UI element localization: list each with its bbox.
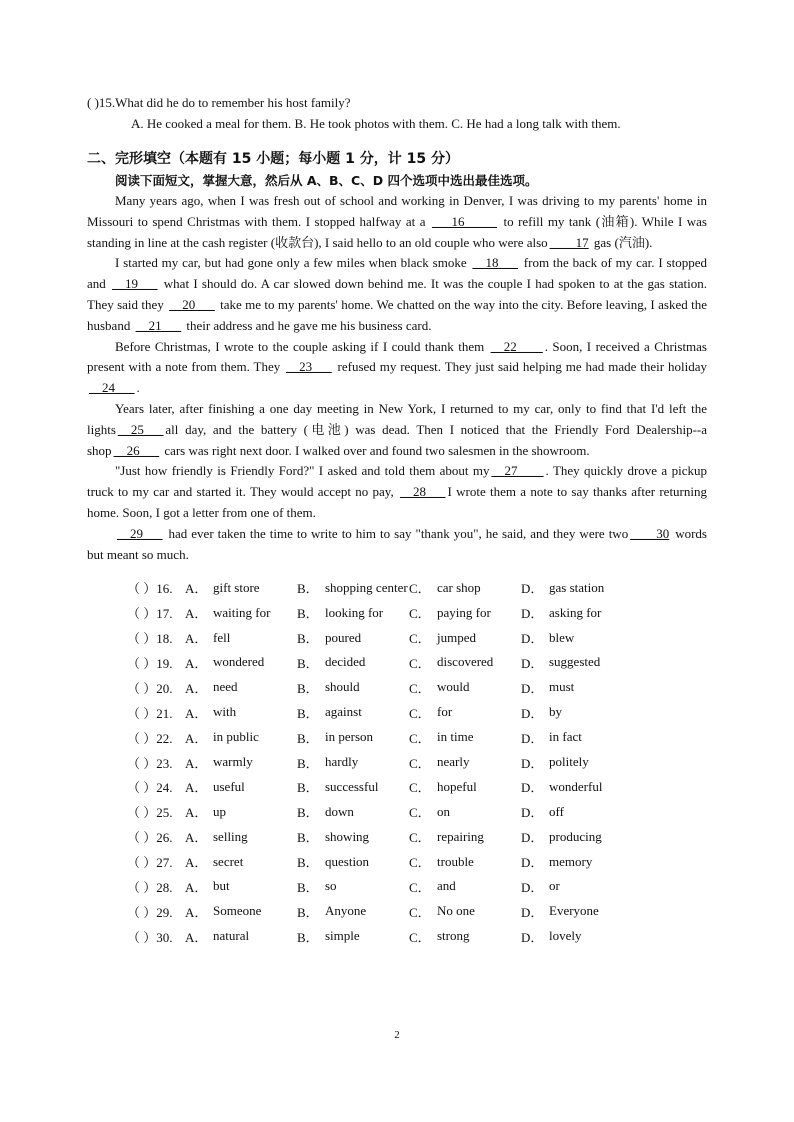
blank-28: __28___ bbox=[400, 484, 446, 500]
option-a-text[interactable]: waiting for bbox=[213, 604, 271, 620]
option-letter-a: A． bbox=[185, 655, 208, 671]
option-b-text[interactable]: down bbox=[325, 803, 354, 819]
option-letter-d: D． bbox=[521, 879, 544, 895]
option-letter-d: D． bbox=[521, 904, 544, 920]
section-instruction: 阅读下面短文，掌握大意，然后从 A、B、C、D 四个选项中选出最佳选项。 bbox=[115, 173, 538, 188]
blank-26: __26___ bbox=[113, 442, 160, 458]
option-letter-d: D． bbox=[521, 631, 544, 647]
question-number: （ ）17. bbox=[127, 606, 173, 622]
option-letter-a: A． bbox=[185, 780, 208, 796]
question-number: （ ）20. bbox=[127, 680, 173, 696]
blank-20: __20___ bbox=[169, 296, 215, 312]
option-d-text[interactable]: in fact bbox=[549, 729, 582, 745]
passage-text: . Soon, I received a Christmas present with a note from them. They bbox=[87, 338, 707, 375]
question-number: （ ）28. bbox=[127, 879, 173, 895]
passage-text: gas (汽油). bbox=[590, 234, 653, 250]
option-letter-d: D． bbox=[521, 680, 544, 696]
option-row bbox=[127, 774, 707, 799]
option-letter-d: D． bbox=[521, 755, 544, 771]
option-letter-c: C． bbox=[409, 780, 431, 796]
option-d-text[interactable]: producing bbox=[549, 828, 602, 844]
option-letter-c: C． bbox=[409, 631, 431, 647]
option-d-text[interactable]: wonderful bbox=[549, 778, 603, 794]
option-letter-a: A． bbox=[185, 680, 208, 696]
option-letter-a: A． bbox=[185, 631, 208, 647]
option-letter-c: C． bbox=[409, 805, 431, 821]
option-d-text[interactable]: suggested bbox=[549, 654, 601, 670]
option-c-text[interactable]: strong bbox=[437, 928, 470, 944]
option-row bbox=[127, 899, 707, 924]
blank-18: __18___ bbox=[472, 255, 518, 271]
option-a-text[interactable]: useful bbox=[213, 778, 245, 794]
exam-page bbox=[87, 92, 707, 949]
option-row bbox=[127, 700, 707, 725]
option-b-text[interactable]: in person bbox=[325, 729, 374, 745]
passage-paragraph-5 bbox=[87, 461, 707, 523]
option-a-text[interactable]: selling bbox=[213, 828, 248, 844]
passage-text: had ever taken the time to write to him to say "thank you", he said, and they were two bbox=[164, 525, 629, 541]
question-number: （ ）16. bbox=[127, 581, 173, 597]
option-letter-b: B． bbox=[297, 730, 319, 746]
question-number: （ ）27. bbox=[127, 855, 173, 871]
option-row bbox=[127, 650, 707, 675]
option-letter-d: D． bbox=[521, 581, 544, 597]
option-c-text[interactable]: for bbox=[437, 704, 453, 720]
option-letter-d: D． bbox=[521, 606, 544, 622]
option-a-text[interactable]: in public bbox=[213, 729, 259, 745]
option-a-text[interactable]: gift store bbox=[213, 579, 260, 595]
option-d-text[interactable]: or bbox=[549, 878, 560, 894]
question-number: （ ）24. bbox=[127, 780, 173, 796]
option-letter-b: B． bbox=[297, 830, 319, 846]
passage-text: from the back of my car. I stopped and bbox=[87, 255, 707, 292]
option-c-text[interactable]: No one bbox=[437, 903, 475, 919]
option-b-text[interactable]: question bbox=[325, 853, 370, 869]
option-a-text[interactable]: natural bbox=[213, 928, 250, 944]
option-row bbox=[127, 824, 707, 849]
option-d-text[interactable]: politely bbox=[549, 754, 589, 770]
option-letter-a: A． bbox=[185, 830, 208, 846]
option-a-text[interactable]: wondered bbox=[213, 654, 265, 670]
option-b-text[interactable]: shopping center bbox=[325, 579, 408, 595]
option-a-text[interactable]: up bbox=[213, 803, 226, 819]
option-row bbox=[127, 874, 707, 899]
option-letter-b: B． bbox=[297, 581, 319, 597]
option-c-text[interactable]: and bbox=[437, 878, 456, 894]
option-a-text[interactable]: secret bbox=[213, 853, 244, 869]
option-b-text[interactable]: hardly bbox=[325, 754, 359, 770]
passage-text: refused my request. They just said helping me had made their holiday bbox=[333, 359, 707, 375]
blank-29: __29___ bbox=[117, 525, 163, 541]
blank-19: __19___ bbox=[112, 276, 158, 292]
option-a-text[interactable]: need bbox=[213, 679, 238, 695]
option-c-text[interactable]: nearly bbox=[437, 754, 470, 770]
option-letter-a: A． bbox=[185, 755, 208, 771]
blank-21: __21___ bbox=[135, 317, 182, 333]
option-letter-b: B． bbox=[297, 879, 319, 895]
option-letter-b: B． bbox=[297, 780, 319, 796]
option-letter-a: A． bbox=[185, 879, 208, 895]
blank-23: __23___ bbox=[286, 359, 332, 375]
option-row bbox=[127, 600, 707, 625]
option-letter-b: B． bbox=[297, 606, 319, 622]
blank-27: __27____ bbox=[491, 463, 544, 479]
passage-text: cars was right next door. I walked over and found two salesmen in the showroom. bbox=[161, 442, 590, 458]
section-title: 二、完形填空（本题有 15 小题；每小题 1 分，计 15 分） bbox=[87, 151, 459, 167]
option-d-text[interactable]: off bbox=[549, 803, 564, 819]
option-letter-a: A． bbox=[185, 929, 208, 945]
option-letter-c: C． bbox=[409, 655, 431, 671]
option-row bbox=[127, 625, 707, 650]
option-letter-a: A． bbox=[185, 855, 208, 871]
option-letter-b: B． bbox=[297, 680, 319, 696]
option-letter-c: C． bbox=[409, 879, 431, 895]
passage-paragraph-6 bbox=[87, 524, 707, 566]
option-row bbox=[127, 849, 707, 874]
option-letter-b: B． bbox=[297, 755, 319, 771]
passage-text: what I should do. A car slowed down behind me. It was the couple I had spoken to at the gas station. They said they bbox=[87, 276, 707, 312]
passage-text: take me to my parents' home. We chatted on the way into the city. Before leaving, I asked the husband bbox=[87, 296, 707, 333]
option-letter-c: C． bbox=[409, 929, 431, 945]
question-number: （ ）21. bbox=[127, 705, 173, 721]
question-number: （ ）19. bbox=[127, 655, 173, 671]
option-b-text[interactable]: so bbox=[325, 878, 337, 894]
option-letter-b: B． bbox=[297, 904, 319, 920]
option-c-text[interactable]: trouble bbox=[437, 853, 474, 869]
option-letter-d: D． bbox=[521, 705, 544, 721]
question-number: （ ）26. bbox=[127, 830, 173, 846]
option-letter-c: C． bbox=[409, 755, 431, 771]
option-a-text[interactable]: warmly bbox=[213, 754, 253, 770]
passage-text: to refill my tank (油箱). While I was standing in line at the cash register (收款台), I said hello to an old couple who were also bbox=[87, 213, 707, 250]
option-letter-c: C． bbox=[409, 606, 431, 622]
option-letter-c: C． bbox=[409, 705, 431, 721]
passage-text: I wrote them a note to say thanks after returning home. Soon, I got a letter from one of them. bbox=[87, 484, 708, 520]
option-b-text[interactable]: simple bbox=[325, 928, 360, 944]
option-letter-c: C． bbox=[409, 581, 431, 597]
blank-16: ___16_____ bbox=[431, 213, 497, 229]
option-letter-c: C． bbox=[409, 830, 431, 846]
option-b-text[interactable]: should bbox=[325, 679, 360, 695]
question-number: （ ）22. bbox=[127, 730, 173, 746]
question-15: ( )15.What did he do to remember his host family? bbox=[87, 95, 351, 110]
option-letter-d: D． bbox=[521, 655, 544, 671]
option-c-text[interactable]: hopeful bbox=[437, 778, 477, 794]
option-letter-d: D． bbox=[521, 929, 544, 945]
option-row bbox=[127, 725, 707, 750]
option-row bbox=[127, 799, 707, 824]
passage-paragraph-1 bbox=[87, 191, 707, 253]
option-letter-d: D． bbox=[521, 855, 544, 871]
question-number: （ ）23. bbox=[127, 755, 173, 771]
blank-30: ____30 bbox=[630, 525, 670, 541]
passage-text: Before Christmas, I wrote to the couple asking if I could thank them bbox=[115, 338, 489, 354]
question-number: （ ）30. bbox=[127, 929, 173, 945]
passage-text: I started my car, but had gone only a few miles when black smoke bbox=[115, 255, 471, 271]
option-d-text[interactable]: asking for bbox=[549, 604, 602, 620]
option-letter-a: A． bbox=[185, 606, 208, 622]
option-letter-a: A． bbox=[185, 904, 208, 920]
page-number: 2 bbox=[394, 1029, 400, 1041]
question-number: （ ）29. bbox=[127, 904, 173, 920]
option-a-text[interactable]: fell bbox=[213, 629, 231, 645]
option-letter-c: C． bbox=[409, 855, 431, 871]
option-b-text[interactable]: against bbox=[325, 704, 362, 720]
blank-24: __24___ bbox=[89, 380, 135, 396]
option-a-text[interactable]: with bbox=[213, 704, 237, 720]
passage-text: "Just how friendly is Friendly Ford?" I asked and told them about my bbox=[115, 463, 490, 479]
option-letter-c: C． bbox=[409, 680, 431, 696]
passage-paragraph-4 bbox=[87, 399, 707, 461]
option-a-text[interactable]: Someone bbox=[213, 903, 262, 919]
option-letter-c: C． bbox=[409, 730, 431, 746]
passage-text: Many years ago, when I was fresh out of school and working in Denver, I was driving to my parents' home in Missouri to spend Christmas with them. I stopped halfway at a bbox=[87, 193, 707, 229]
passage-text: . They quickly drove a pickup truck to my car and started it. They would accept no pay, bbox=[87, 463, 707, 500]
option-b-text[interactable]: Anyone bbox=[325, 903, 367, 919]
option-row bbox=[127, 750, 707, 775]
option-letter-b: B． bbox=[297, 805, 319, 821]
option-d-text[interactable]: gas station bbox=[549, 579, 605, 595]
option-letter-a: A． bbox=[185, 730, 208, 746]
option-d-text[interactable]: by bbox=[549, 704, 562, 720]
option-d-text[interactable]: memory bbox=[549, 853, 593, 869]
option-c-text[interactable]: in time bbox=[437, 729, 474, 745]
question-number: （ ）25. bbox=[127, 805, 173, 821]
option-letter-b: B． bbox=[297, 705, 319, 721]
option-a-text[interactable]: but bbox=[213, 878, 230, 894]
option-letter-d: D． bbox=[521, 805, 544, 821]
question-number: （ ）18. bbox=[127, 631, 173, 647]
option-c-text[interactable]: discovered bbox=[437, 654, 494, 670]
option-b-text[interactable]: successful bbox=[325, 778, 379, 794]
option-row bbox=[127, 575, 707, 600]
passage-text: . bbox=[136, 380, 140, 396]
option-c-text[interactable]: would bbox=[437, 679, 470, 695]
option-c-text[interactable]: on bbox=[437, 803, 450, 819]
passage-paragraph-2 bbox=[87, 253, 707, 336]
option-c-text[interactable]: jumped bbox=[437, 629, 476, 645]
option-b-text[interactable]: poured bbox=[325, 629, 362, 645]
option-c-text[interactable]: paying for bbox=[437, 604, 491, 620]
option-row bbox=[127, 675, 707, 700]
option-b-text[interactable]: looking for bbox=[325, 604, 384, 620]
blank-17: ____17 bbox=[549, 234, 589, 250]
option-c-text[interactable]: repairing bbox=[437, 828, 484, 844]
option-letter-b: B． bbox=[297, 929, 319, 945]
blank-22: __22____ bbox=[490, 338, 543, 354]
option-letter-a: A． bbox=[185, 805, 208, 821]
option-letter-d: D． bbox=[521, 780, 544, 796]
option-d-text[interactable]: lovely bbox=[549, 928, 582, 944]
option-letter-a: A． bbox=[185, 581, 208, 597]
option-letter-a: A． bbox=[185, 705, 208, 721]
passage-paragraph-3 bbox=[87, 337, 707, 399]
option-letter-b: B． bbox=[297, 855, 319, 871]
option-d-text[interactable]: must bbox=[549, 679, 575, 695]
option-letter-b: B． bbox=[297, 631, 319, 647]
passage-text: all day, and the battery (电池) was dead. Then I noticed that the Friendly Ford Dealership--a shop bbox=[87, 421, 707, 458]
passage-text: Years later, after finishing a one day meeting in New York, I returned to my car, only to find that I'd left the lights bbox=[87, 400, 707, 437]
blank-25: __25___ bbox=[117, 421, 164, 437]
passage-text: their address and he gave me his business card. bbox=[183, 317, 432, 333]
option-letter-b: B． bbox=[297, 655, 319, 671]
option-c-text[interactable]: car shop bbox=[437, 579, 481, 595]
option-b-text[interactable]: showing bbox=[325, 828, 370, 844]
option-d-text[interactable]: Everyone bbox=[549, 903, 599, 919]
option-letter-d: D． bbox=[521, 730, 544, 746]
question-15-options: A. He cooked a meal for them. B. He took photos with them. C. He had a long talk with them. bbox=[131, 116, 621, 131]
option-letter-c: C． bbox=[409, 904, 431, 920]
option-d-text[interactable]: blew bbox=[549, 629, 575, 645]
passage-text: words but meant so much. bbox=[87, 525, 707, 562]
answer-options-list bbox=[127, 575, 707, 948]
option-b-text[interactable]: decided bbox=[325, 654, 366, 670]
option-row bbox=[127, 924, 707, 949]
option-letter-d: D． bbox=[521, 830, 544, 846]
